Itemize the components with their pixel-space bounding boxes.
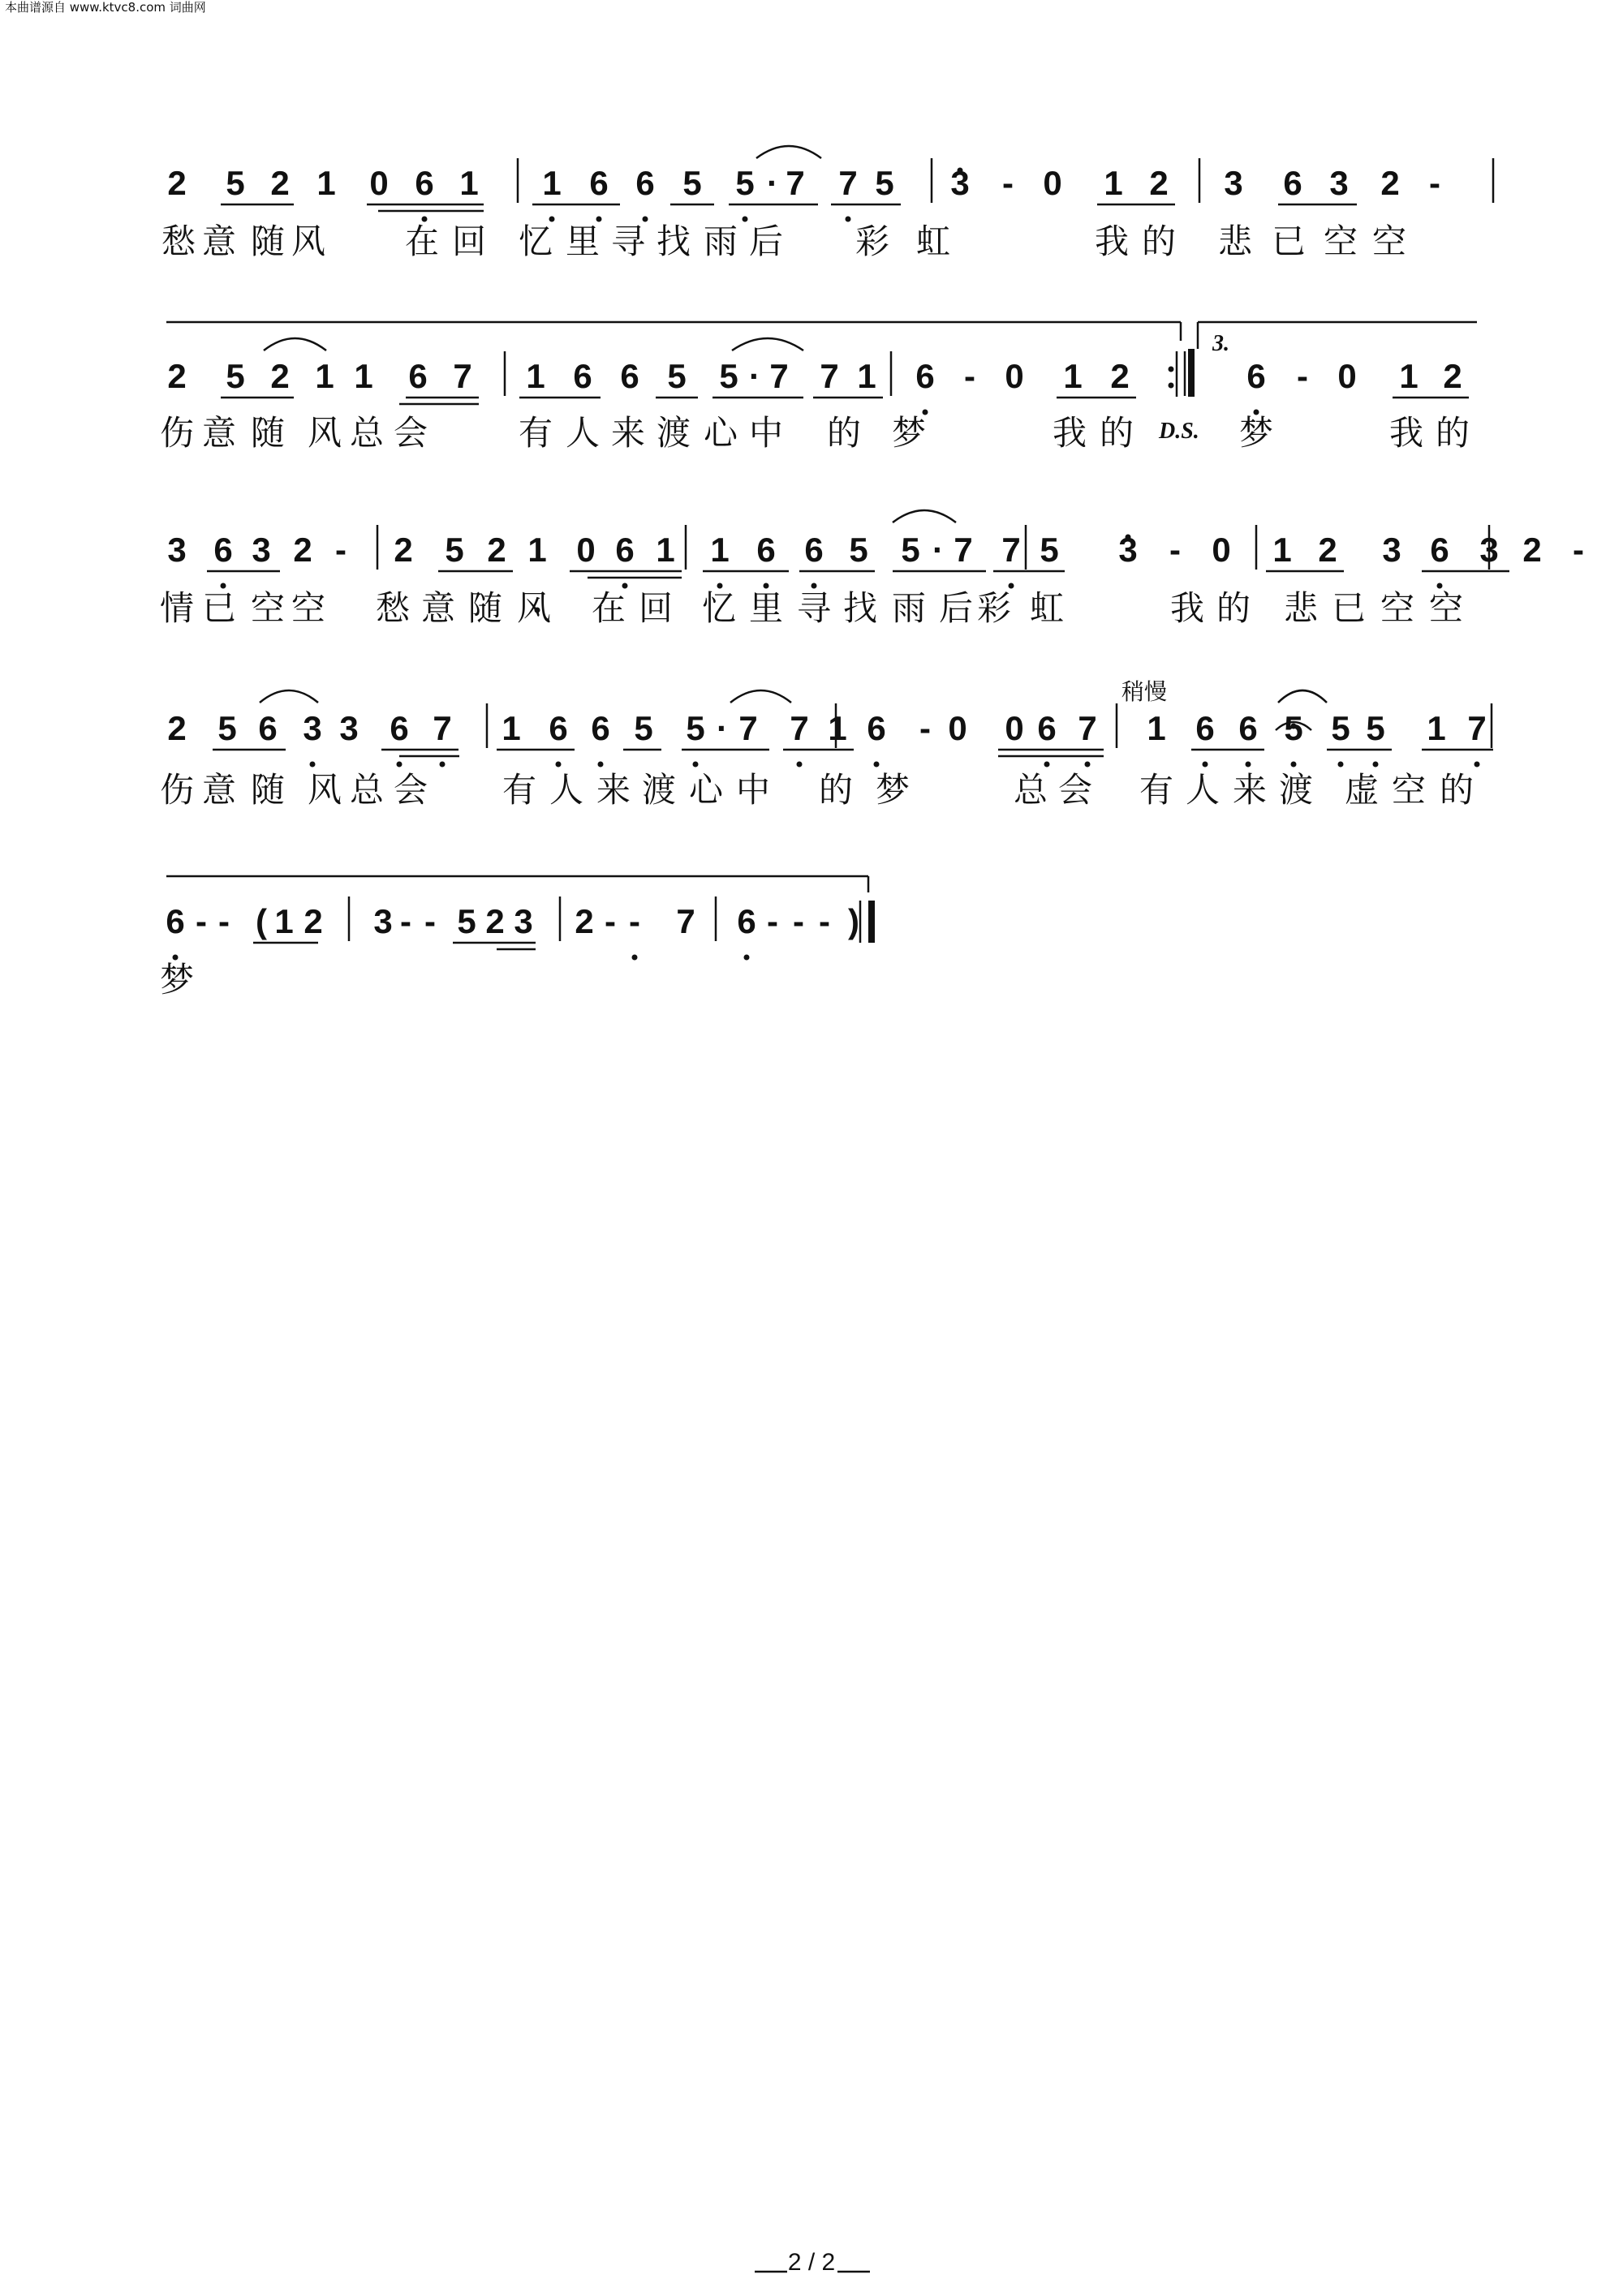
- lyric: 已: [201, 588, 237, 628]
- note: 2: [394, 531, 413, 569]
- note: 5: [457, 902, 476, 940]
- lyric: 中: [735, 770, 771, 810]
- note: 6: [756, 531, 776, 569]
- note: 5: [719, 357, 738, 395]
- slur: [756, 146, 821, 158]
- note: 3: [1479, 531, 1499, 569]
- lyric: 彩: [855, 221, 890, 261]
- note: 7: [453, 357, 472, 395]
- note: 6: [1037, 709, 1057, 747]
- lyric: 虚: [1344, 770, 1380, 810]
- note: 3: [514, 902, 533, 940]
- lyric: 心: [703, 413, 738, 453]
- lyric: 我: [1094, 221, 1130, 261]
- note: 6: [415, 164, 434, 202]
- lyric: 寻: [610, 221, 646, 261]
- note: -: [629, 902, 640, 940]
- slur: [1278, 690, 1327, 703]
- lyric: 人: [549, 770, 584, 810]
- lyric: 雨: [703, 221, 738, 261]
- note: 6: [589, 164, 609, 202]
- note: 7: [738, 709, 758, 747]
- lyric: 有: [518, 413, 553, 453]
- note: 7: [676, 902, 695, 940]
- lyric: 找: [656, 221, 691, 261]
- note: 2: [270, 164, 290, 202]
- note: -: [793, 902, 804, 940]
- slur: [893, 510, 956, 522]
- note: 1: [274, 902, 294, 940]
- note: 2: [1110, 357, 1130, 395]
- note: 6: [1195, 709, 1215, 747]
- lyric: 找: [842, 588, 878, 628]
- note: 5: [875, 164, 894, 202]
- note: 5: [1366, 709, 1385, 747]
- lyric: 的: [1141, 221, 1177, 261]
- note: -: [964, 357, 975, 395]
- note: -: [1297, 357, 1308, 395]
- lyric: 的: [826, 413, 862, 453]
- note: -: [767, 902, 778, 940]
- lyric: 的: [1099, 413, 1134, 453]
- note: 1: [1427, 709, 1446, 747]
- note: 3: [1382, 531, 1401, 569]
- note: -: [1169, 531, 1181, 569]
- lyric: 的: [1216, 588, 1251, 628]
- lyric: 梦: [1238, 413, 1274, 453]
- lyric: 梦: [875, 770, 911, 810]
- note: 7: [838, 164, 858, 202]
- note: 7: [769, 357, 789, 395]
- note: 5: [226, 164, 245, 202]
- lyric: 在: [591, 588, 626, 628]
- note: 6: [1430, 531, 1449, 569]
- octave-dot: [1291, 762, 1297, 767]
- lyric: 后: [938, 588, 974, 628]
- lyric: 有: [1139, 770, 1174, 810]
- note: 6: [1246, 357, 1266, 395]
- note: 6: [213, 531, 233, 569]
- note: -: [196, 902, 207, 940]
- note: 1: [315, 357, 334, 395]
- note: 7: [820, 357, 839, 395]
- lyric: 随: [250, 770, 286, 810]
- note: 3: [303, 709, 322, 747]
- octave-dot: [1474, 762, 1480, 767]
- page-number: 2 / 2: [787, 2249, 836, 2276]
- lyric: 空: [1371, 221, 1407, 261]
- note: 1: [857, 357, 876, 395]
- lyric: 渡: [641, 770, 677, 810]
- note: 6: [915, 357, 935, 395]
- note: 6: [1283, 164, 1302, 202]
- notation-marks: [166, 146, 1509, 2272]
- slur: [260, 690, 318, 703]
- repeat-dot: [1169, 367, 1174, 372]
- octave-dot: [1338, 762, 1344, 767]
- note: 1: [527, 531, 547, 569]
- octave-dot: [693, 762, 699, 767]
- note: 1: [1147, 709, 1166, 747]
- ds-marking: D.S.: [1159, 419, 1199, 444]
- note: ·: [932, 531, 944, 569]
- note: 7: [790, 709, 809, 747]
- lyric: 有: [502, 770, 537, 810]
- lyric: 在: [404, 221, 440, 261]
- octave-dot: [846, 217, 851, 222]
- note: 5: [1331, 709, 1350, 747]
- note: -: [819, 902, 830, 940]
- lyric: 意: [201, 221, 237, 261]
- note: 0: [948, 709, 967, 747]
- lyric: 风: [516, 588, 552, 628]
- lyric: 风: [291, 221, 326, 261]
- lyric: 总: [349, 413, 385, 453]
- slur: [730, 690, 791, 703]
- note: 6: [591, 709, 610, 747]
- lyric: 的: [1435, 413, 1470, 453]
- note: ): [848, 902, 859, 940]
- note: 6: [408, 357, 428, 395]
- note: 2: [167, 709, 187, 747]
- note: 7: [1078, 709, 1097, 747]
- note: 1: [354, 357, 373, 395]
- lyric: 中: [748, 413, 784, 453]
- note: 7: [1001, 531, 1021, 569]
- lyric: 已: [1331, 588, 1367, 628]
- note: 2: [1318, 531, 1337, 569]
- lyric: 忆: [701, 588, 737, 628]
- note: -: [218, 902, 230, 940]
- lyric: 会: [393, 413, 428, 453]
- lyric: 虹: [915, 221, 951, 261]
- octave-dot: [1085, 762, 1091, 767]
- note: 5: [445, 531, 464, 569]
- notation-text: [5, 0, 1584, 2276]
- note: 2: [293, 531, 312, 569]
- note: 3: [1224, 164, 1243, 202]
- note: -: [919, 709, 931, 747]
- lyric: 来: [610, 413, 646, 453]
- note: 0: [1212, 531, 1231, 569]
- lyric: 风: [307, 770, 342, 810]
- lyric: 空: [250, 588, 286, 628]
- note: 1: [1104, 164, 1123, 202]
- note: 5: [682, 164, 702, 202]
- note: -: [1429, 164, 1440, 202]
- lyric: 彩: [976, 588, 1012, 628]
- note: 5: [849, 531, 868, 569]
- note: -: [424, 902, 436, 940]
- note: 6: [635, 164, 655, 202]
- lyric: 空: [1323, 221, 1358, 261]
- octave-dot: [743, 217, 748, 222]
- lyric: 随: [250, 221, 286, 261]
- note: 6: [549, 709, 568, 747]
- lyric: 愁: [375, 588, 411, 628]
- note: 5: [1284, 709, 1303, 747]
- note: 6: [804, 531, 824, 569]
- lyric: 悲: [1217, 221, 1253, 261]
- note: ·: [749, 357, 760, 395]
- lyric: 心: [688, 770, 724, 810]
- lyric: 空: [1428, 588, 1464, 628]
- lyric: 的: [1439, 770, 1474, 810]
- note: 5: [667, 357, 687, 395]
- note: 2: [1149, 164, 1169, 202]
- note: 5: [1040, 531, 1059, 569]
- note: -: [1002, 164, 1014, 202]
- lyric: 总: [1013, 770, 1048, 810]
- note: 1: [1272, 531, 1292, 569]
- lyric: 空: [1391, 770, 1427, 810]
- lyric: 忆: [518, 221, 553, 261]
- lyric: 寻: [796, 588, 832, 628]
- note: 3: [167, 531, 187, 569]
- note: (: [256, 902, 267, 940]
- note: 2: [487, 531, 506, 569]
- note: 3: [252, 531, 271, 569]
- octave-dot: [440, 762, 446, 767]
- note: 1: [526, 357, 545, 395]
- note: 2: [270, 357, 290, 395]
- note: 0: [369, 164, 389, 202]
- lyric: 随: [250, 413, 286, 453]
- note: 6: [620, 357, 639, 395]
- lyric: 空: [291, 588, 326, 628]
- note: -: [1573, 531, 1584, 569]
- note: 6: [867, 709, 886, 747]
- lyric: 我: [1388, 413, 1424, 453]
- lyric: 意: [201, 770, 237, 810]
- lyric: 梦: [891, 413, 927, 453]
- note: 2: [304, 902, 323, 940]
- slur: [264, 338, 326, 350]
- note: ·: [717, 709, 728, 747]
- octave-dot: [1044, 762, 1050, 767]
- note: 6: [1238, 709, 1258, 747]
- final-barline: [868, 901, 875, 943]
- note: 6: [258, 709, 278, 747]
- note: 5: [226, 357, 245, 395]
- lyric: 雨: [891, 588, 927, 628]
- note: 6: [615, 531, 635, 569]
- note: -: [605, 902, 616, 940]
- note: 3: [1118, 531, 1138, 569]
- lyric: 愁: [161, 221, 196, 261]
- note: 5: [735, 164, 755, 202]
- octave-dot: [744, 955, 750, 961]
- note: 0: [1337, 357, 1357, 395]
- octave-dot: [632, 955, 638, 961]
- note: 1: [828, 709, 847, 747]
- lyric: 伤: [159, 413, 195, 453]
- lyric: 的: [818, 770, 854, 810]
- octave-dot: [598, 762, 604, 767]
- lyric: 梦: [159, 960, 195, 1000]
- note: 2: [485, 902, 505, 940]
- lyric: 会: [393, 770, 428, 810]
- octave-dot: [397, 762, 403, 767]
- lyric: 人: [1185, 770, 1220, 810]
- octave-dot: [1203, 762, 1208, 767]
- note: -: [335, 531, 347, 569]
- lyric: 来: [1232, 770, 1268, 810]
- lyric: 总: [349, 770, 385, 810]
- note: 3: [339, 709, 359, 747]
- lyric: 意: [201, 413, 237, 453]
- octave-dot: [556, 762, 562, 767]
- lyric: 里: [565, 221, 601, 261]
- lyric: 里: [748, 588, 784, 628]
- octave-dot: [310, 762, 316, 767]
- note: 0: [1005, 357, 1024, 395]
- note: 1: [1399, 357, 1419, 395]
- note: -: [400, 902, 411, 940]
- note: 3: [950, 164, 970, 202]
- lyric: 随: [467, 588, 503, 628]
- lyric: 来: [596, 770, 631, 810]
- lyric: 回: [638, 588, 674, 628]
- note: 7: [433, 709, 452, 747]
- slur: [732, 338, 803, 350]
- lyric: 人: [565, 413, 601, 453]
- note: 2: [1522, 531, 1542, 569]
- lyric: 伤: [159, 770, 195, 810]
- note: 5: [217, 709, 237, 747]
- lyric: 渡: [1278, 770, 1314, 810]
- note: 2: [1380, 164, 1400, 202]
- lyric: 悲: [1283, 588, 1319, 628]
- note: 1: [459, 164, 479, 202]
- note: 2: [575, 902, 594, 940]
- note: 5: [901, 531, 920, 569]
- lyric: 渡: [656, 413, 691, 453]
- lyric: 会: [1057, 770, 1093, 810]
- lyric: 已: [1271, 221, 1307, 261]
- octave-dot: [874, 762, 880, 767]
- note: 6: [737, 902, 756, 940]
- note: 0: [576, 531, 596, 569]
- note: 0: [1005, 709, 1024, 747]
- note: 7: [1467, 709, 1487, 747]
- note: ·: [767, 164, 778, 202]
- note: 5: [634, 709, 653, 747]
- octave-dot: [797, 762, 803, 767]
- lyric: 我: [1052, 413, 1087, 453]
- repeat-barline: [1188, 349, 1195, 397]
- tempo-marking: 稍慢: [1121, 678, 1168, 705]
- lyric: 风: [307, 413, 342, 453]
- note: 3: [1329, 164, 1349, 202]
- note: 6: [390, 709, 409, 747]
- lyric: 虹: [1029, 588, 1065, 628]
- note: 1: [656, 531, 675, 569]
- lyric: 情: [159, 588, 195, 628]
- note: 7: [954, 531, 973, 569]
- note: 2: [167, 164, 187, 202]
- octave-dot: [1246, 762, 1251, 767]
- note: 6: [573, 357, 592, 395]
- lyric: 我: [1169, 588, 1205, 628]
- lyric: 意: [420, 588, 456, 628]
- octave-dot: [1373, 762, 1379, 767]
- note: 0: [1043, 164, 1062, 202]
- note: 2: [1443, 357, 1462, 395]
- lyric: 回: [451, 221, 487, 261]
- note: 1: [502, 709, 521, 747]
- lyric: 空: [1380, 588, 1415, 628]
- note: 5: [686, 709, 705, 747]
- note: 7: [786, 164, 805, 202]
- note: 6: [166, 902, 185, 940]
- note: 3: [373, 902, 393, 940]
- note: 2: [167, 357, 187, 395]
- source-note: 本曲谱源自 www.ktvc8.com 词曲网: [5, 0, 206, 15]
- note: 1: [1063, 357, 1083, 395]
- lyric: 后: [748, 221, 784, 261]
- note: 1: [710, 531, 730, 569]
- note: 1: [316, 164, 336, 202]
- note: 1: [542, 164, 562, 202]
- volta-label: 3.: [1212, 331, 1229, 356]
- repeat-dot: [1169, 383, 1174, 389]
